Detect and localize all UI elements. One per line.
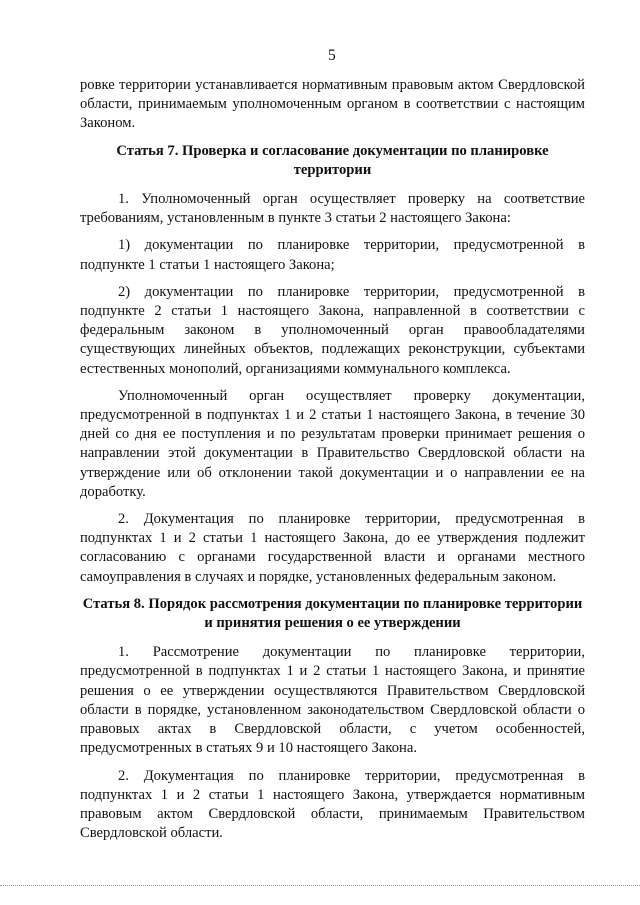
paragraph-7-2: 2. Документация по планировке территории, предусмотренная в подпунктах 1 и 2 статьи 1 настоящего Закона, до ее утверждения подлежит согласованию с органами государственной власти и органами местного самоуправления в случаях и порядке, установленных федеральным законом. bbox=[80, 511, 585, 585]
paragraph-7-1-item-2: 2) документации по планировке территории, предусмотренной в подпункте 2 статьи 1 настоящего Закона, направленной в соответствии с федеральным законом в уполномоченный орган правообладателями существующих линейных объектов, подлежащих реконструкции, субъектами естественных монополий, организациями коммунального комплекса. bbox=[80, 283, 585, 377]
page-number: 5 bbox=[328, 47, 336, 64]
paragraph-8-2: 2. Документация по планировке территории, предусмотренная в подпунктах 1 и 2 статьи 1 настоящего Закона, утверждается нормативным правовым актом Свердловской области, принимаемым Правительством Свердловской области. bbox=[80, 767, 585, 842]
document-page bbox=[80, 0, 585, 905]
document-body bbox=[80, 76, 585, 851]
article-8-heading: Статья 8. Порядок рассмотрения документации по планировке территории и принятия решения о ее утверждении bbox=[82, 595, 583, 632]
paragraph-7-1-review: Уполномоченный орган осуществляет проверку документации, предусмотренной в подпунктах 1 и 2 статьи 1 настоящего Закона, в течение 30 дней со дня ее поступления и по результатам проверки принимает решения о направлении этой документации в Правительство Свердловской области на утверждение или об отклонении такой документации и о направлении ее на доработку. bbox=[80, 387, 585, 500]
paragraph-continuation: ровке территории устанавливается нормативным правовым актом Свердловской области, принимаемым уполномоченным органом в соответствии с настоящим Законом. bbox=[80, 77, 585, 132]
article-7-heading: Статья 7. Проверка и согласование документации по планировке территории bbox=[116, 142, 549, 178]
paragraph-8-1: 1. Рассмотрение документации по планировке территории, предусмотренной в подпунктах 1 и 2 статьи 1 настоящего Закона, и принятие решения о ее утверждении осуществляются Правительством Свердловской области в порядке, установленном законодательством Свердловской области о правовых актах в Свердловской области, с учетом особенностей, предусмотренных в статьях 9 и 10 настоящего Закона. bbox=[80, 644, 585, 757]
paragraph-7-1: 1. Уполномоченный орган осуществляет проверку на соответствие требованиям, установленным в пункте 3 статьи 2 настоящего Закона: bbox=[80, 191, 585, 227]
scan-edge-line bbox=[0, 885, 640, 886]
paragraph-7-1-item-1: 1) документации по планировке территории, предусмотренной в подпункте 1 статьи 1 настоящего Закона; bbox=[80, 237, 585, 273]
